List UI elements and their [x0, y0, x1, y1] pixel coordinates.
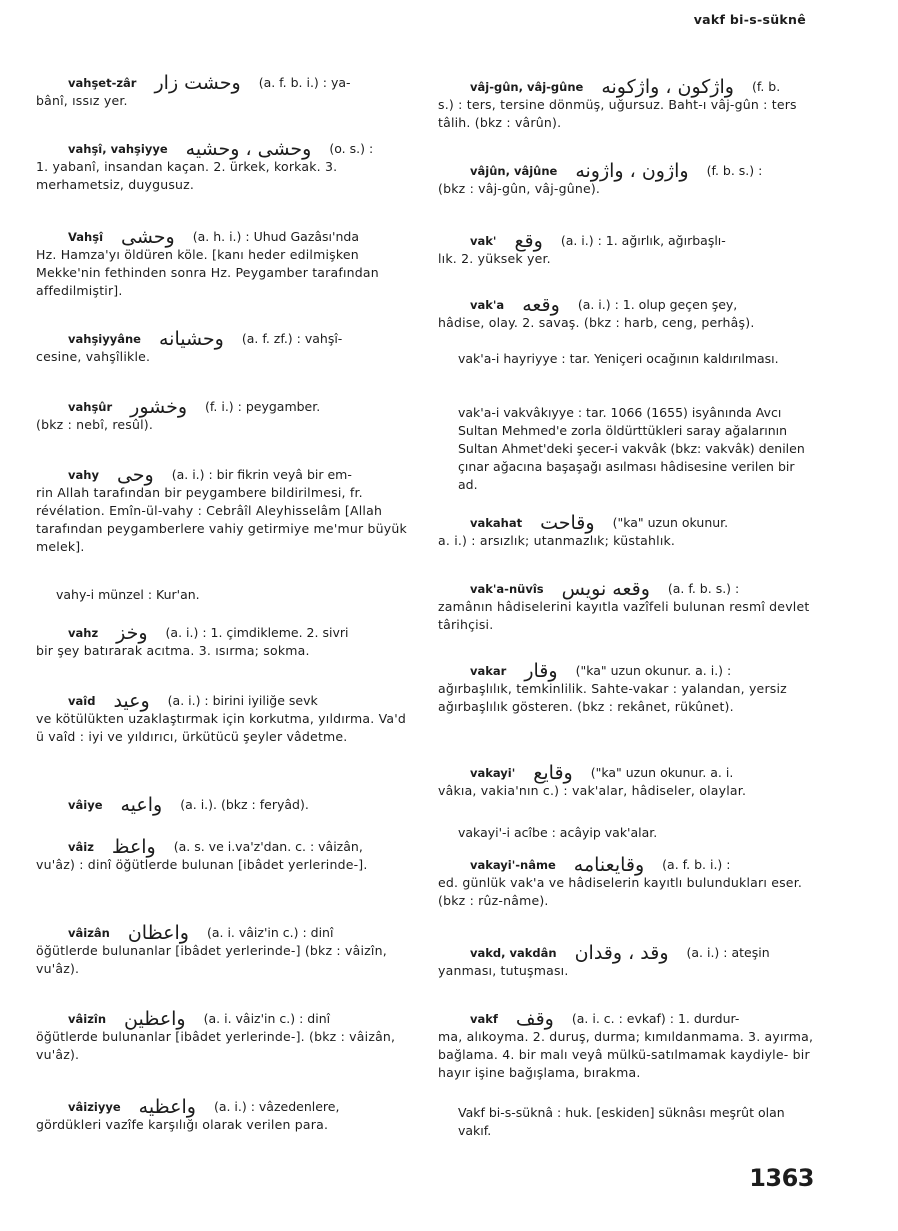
dictionary-entry	[438, 824, 816, 842]
definition-text: zamânın hâdiselerini kayıtla vazîfeli bulunan resmî devlet târihçisi.	[438, 599, 810, 632]
definition-text: lık. 2. yüksek yer.	[438, 251, 551, 266]
definition-start: (a. i.) : 1. olup geçen şey,	[577, 297, 738, 312]
entry-first-line	[36, 924, 412, 942]
arabic-script: وعيد	[113, 690, 150, 712]
arabic-script: وحشيانه	[158, 328, 224, 350]
dictionary-entry	[438, 514, 816, 550]
definition-start: ("ka" uzun okunur. a. i.) :	[575, 663, 732, 678]
entry-first-line	[36, 398, 412, 416]
page-number: 1363	[749, 1164, 814, 1192]
entry-first-line	[36, 1010, 412, 1028]
entry-first-line	[36, 692, 412, 710]
definition-text: ed. günlük vak'a ve hâdiselerin kayıtlı bulundukları eser. (bkz : rûz-nâme).	[438, 875, 803, 908]
dictionary-entry	[36, 838, 412, 874]
headword: vak'a-nüvîs	[470, 582, 544, 596]
dictionary-entry	[36, 624, 412, 660]
entry-first-line	[36, 140, 412, 158]
headword: vak'a	[470, 298, 505, 312]
headword: vak'	[470, 234, 497, 248]
definition-start: (a. i.) : 1. ağırlık, ağırbaşlı-	[560, 233, 726, 248]
dictionary-entry	[36, 796, 412, 814]
arabic-script: واژون ، واژونه	[575, 160, 689, 182]
arabic-script: واعظان	[127, 922, 189, 944]
headword: vahşî, vahşiyye	[68, 142, 168, 156]
entry-first-line	[36, 74, 412, 92]
definition-start: (f. b.	[751, 79, 781, 94]
headword: vakayi'-nâme	[470, 858, 556, 872]
arabic-script: واعظ	[111, 836, 156, 858]
headword: vaîd	[68, 694, 96, 708]
definition-text: a. i.) : arsızlık; utanmazlık; küstahlık.	[438, 533, 676, 548]
arabic-script: وقعه نويس	[561, 578, 650, 600]
definition-text: hâdise, olay. 2. savaş. (bkz : harb, ceng, perhâş).	[438, 315, 755, 330]
headword: vâiziyye	[68, 1100, 121, 1114]
dictionary-entry	[36, 140, 412, 194]
arabic-script: وحشى	[121, 226, 175, 248]
arabic-script: وحشت زار	[154, 72, 241, 94]
dictionary-entry	[36, 398, 412, 434]
definition-text: ve kötülükten uzaklaştırmak için korkutma, yıldırma. Va'd ü vaîd : iyi ve yıldırıcı, ürkütücü şeyler vâdetme.	[36, 711, 407, 744]
arabic-script: وقعه	[522, 294, 560, 316]
arabic-script: وقايعنامه	[573, 854, 645, 876]
definition-text: Hz. Hamza'yı öldüren köle. [kanı heder edilmişken Mekke'nin fethinden sonra Hz. Peygamber tarafından affedilmiştir].	[36, 247, 379, 298]
definition-text: bir şey batırarak acıtma. 3. ısırma; sokma.	[36, 643, 310, 658]
headword: vâiz	[68, 840, 94, 854]
definition-text: ağırbaşlılık, temkinlilik. Sahte-vakar : yalandan, yersiz ağırbaşlılık gösteren. (bkz : rekânet, rükûnet).	[438, 681, 787, 714]
dictionary-entry	[36, 74, 412, 110]
definition-text: s.) : ters, tersine dönmüş, uğursuz. Baht-ı vâj-gûn : ters tâlih. (bkz : vârûn).	[438, 97, 797, 130]
headword: vâiye	[68, 798, 103, 812]
headword: vâizân	[68, 926, 110, 940]
headword: vakar	[470, 664, 507, 678]
entry-line: vahy-i münzel : Kur'an.	[56, 587, 200, 602]
entry-first-line	[438, 514, 816, 532]
definition-start: (a. i.) : 1. çimdikleme. 2. sivri	[165, 625, 349, 640]
dictionary-entry	[438, 1010, 816, 1082]
definition-text: yanması, tutuşması.	[438, 963, 569, 978]
arabic-script: وقاحت	[540, 512, 595, 534]
definition-start: (a. i.) : birini iyiliğe sevk	[167, 693, 318, 708]
running-head: vakf bi-s-süknê	[693, 12, 806, 27]
dictionary-entry	[438, 944, 816, 980]
entry-first-line	[438, 580, 816, 598]
definition-text: 1. yabanî, insandan kaçan. 2. ürkek, korkak. 3. merhametsiz, duygusuz.	[36, 159, 338, 192]
headword: vâjûn, vâjûne	[470, 164, 558, 178]
definition-start: (f. i.) : peygamber.	[205, 399, 321, 414]
entry-first-line	[438, 856, 816, 874]
definition-start: (a. f. b. i.) :	[662, 857, 731, 872]
definition-text: öğütlerde bulunanlar [ibâdet yerlerinde-]. (bkz : vâizân, vu'âz).	[36, 1029, 396, 1062]
entry-first-line	[438, 944, 816, 962]
entry-first-line	[36, 838, 412, 856]
arabic-script: وحشى ، وحشيه	[185, 138, 312, 160]
headword: vakahat	[470, 516, 523, 530]
arabic-script: وخز	[116, 622, 148, 644]
entry-first-line	[36, 330, 412, 348]
entry-line: vakayi'-i acîbe : acâyip vak'alar.	[458, 825, 658, 840]
arabic-script: واعظيه	[138, 1096, 196, 1118]
headword: Vahşî	[68, 230, 104, 244]
dictionary-entry	[438, 404, 816, 494]
definition-start: ("ka" uzun okunur. a. i.	[590, 765, 734, 780]
headword: vahy	[68, 468, 99, 482]
arabic-script: واعيه	[120, 794, 163, 816]
definition-start: (a. i. vâiz'in c.) : dinî	[203, 1011, 331, 1026]
headword: vâj-gûn, vâj-gûne	[470, 80, 584, 94]
dictionary-entry	[36, 586, 412, 604]
dictionary-entry	[438, 662, 816, 716]
definition-start: (a. i.) : ateşin	[686, 945, 770, 960]
definition-text: ma, alıkoyma. 2. duruş, durma; kımıldanmama. 3. ayırma, bağlama. 4. bir malı veyâ mülkü-satılmamak kaydiyle- bir hayır işine bağışlama, bırakma.	[438, 1029, 814, 1080]
definition-start: (a. i.). (bkz : feryâd).	[180, 797, 309, 812]
dictionary-entry	[438, 856, 816, 910]
definition-text: (bkz : nebî, resûl).	[36, 417, 154, 432]
arabic-script: وقف	[515, 1008, 554, 1030]
dictionary-entry	[438, 1104, 816, 1140]
arabic-script: وخشور	[130, 396, 188, 418]
arabic-script: وقع	[514, 230, 543, 252]
dictionary-entry	[438, 350, 816, 368]
dictionary-entry	[438, 580, 816, 634]
dictionary-entry	[36, 1098, 412, 1134]
definition-text: rin Allah tarafından bir peygambere bildirilmesi, fr. révélation. Emîn-ül-vahy : Cebrâîl Aleyhisselâm [Allah tarafından peygamberlere vahiy getirmiye me'mur büyük melek].	[36, 485, 407, 554]
headword: vakd, vakdân	[470, 946, 557, 960]
definition-text: vâkıa, vakia'nın c.) : vak'alar, hâdiseler, olaylar.	[438, 783, 747, 798]
definition-start: (a. f. b. s.) :	[667, 581, 740, 596]
definition-start: (a. f. zf.) : vahşî-	[241, 331, 343, 346]
headword: vahşûr	[68, 400, 113, 414]
entry-first-line	[438, 662, 816, 680]
headword: vakayi'	[470, 766, 516, 780]
entry-first-line	[36, 466, 412, 484]
entry-line: vak'a-i hayriyye : tar. Yeniçeri ocağının kaldırılması.	[458, 351, 779, 366]
definition-start: (a. i. vâiz'in c.) : dinî	[206, 925, 334, 940]
dictionary-entry	[438, 232, 816, 268]
entry-first-line	[438, 78, 816, 96]
dictionary-entry	[36, 228, 412, 300]
entry-first-line	[438, 764, 816, 782]
definition-text: (bkz : vâj-gûn, vâj-gûne).	[438, 181, 601, 196]
entry-first-line	[36, 1098, 412, 1116]
arabic-script: وقد ، وقدان	[574, 942, 669, 964]
headword: vakf	[470, 1012, 498, 1026]
entry-first-line	[438, 296, 816, 314]
entry-first-line	[36, 624, 412, 642]
dictionary-entry	[36, 466, 412, 556]
dictionary-entry	[36, 330, 412, 366]
definition-start: (a. s. ve i.va'z'dan. c. : vâizân,	[173, 839, 363, 854]
arabic-script: وقار	[524, 660, 558, 682]
entry-first-line	[438, 162, 816, 180]
definition-text: cesine, vahşîlikle.	[36, 349, 151, 364]
dictionary-entry	[438, 764, 816, 800]
definition-start: ("ka" uzun okunur.	[612, 515, 729, 530]
entry-line: vak'a-i vakvâkıyye : tar. 1066 (1655) isyânında Avcı Sultan Mehmed'e zorla öldürttükleri saray ağalarının Sultan Ahmet'deki şecer-i vakvâk (bkz: vakvâk) denilen çınar ağacına başaşağı asılması hâdisesine verilen bir ad.	[458, 405, 805, 492]
definition-text: öğütlerde bulunanlar [ibâdet yerlerinde-] (bkz : vâizîn, vu'âz).	[36, 943, 387, 976]
definition-text: gördükleri vazîfe karşılığı olarak verilen para.	[36, 1117, 329, 1132]
headword: vahşet-zâr	[68, 76, 137, 90]
dictionary-entry	[438, 78, 816, 132]
definition-start: (a. i.) : bir fikrin veyâ bir em-	[171, 467, 352, 482]
entry-line: Vakf bi-s-süknâ : huk. [eskiden] süknâsı meşrût olan vakıf.	[458, 1105, 785, 1138]
definition-start: (a. f. b. i.) : ya-	[258, 75, 351, 90]
definition-start: (a. i.) : vâzedenlere,	[213, 1099, 340, 1114]
entry-first-line	[36, 228, 412, 246]
arabic-script: واژكون ، واژكونه	[601, 76, 734, 98]
dictionary-entry	[36, 924, 412, 978]
entry-first-line	[438, 232, 816, 250]
definition-text: bânî, ıssız yer.	[36, 93, 128, 108]
definition-start: (a. i. c. : evkaf) : 1. durdur-	[571, 1011, 740, 1026]
arabic-script: وقايع	[533, 762, 573, 784]
entry-first-line	[438, 1010, 816, 1028]
entry-first-line	[36, 796, 412, 814]
dictionary-entry	[36, 1010, 412, 1064]
dictionary-entry	[438, 162, 816, 198]
arabic-script: وحى	[116, 464, 154, 486]
definition-start: (f. b. s.) :	[706, 163, 763, 178]
arabic-script: واعظين	[124, 1008, 186, 1030]
definition-start: (a. h. i.) : Uhud Gazâsı'nda	[192, 229, 359, 244]
headword: vahz	[68, 626, 99, 640]
headword: vahşiyyâne	[68, 332, 141, 346]
definition-text: vu'âz) : dinî öğütlerde bulunan [ibâdet yerlerinde-].	[36, 857, 368, 872]
dictionary-entry	[36, 692, 412, 746]
dictionary-entry	[438, 296, 816, 332]
headword: vâizîn	[68, 1012, 107, 1026]
definition-start: (o. s.) :	[329, 141, 374, 156]
